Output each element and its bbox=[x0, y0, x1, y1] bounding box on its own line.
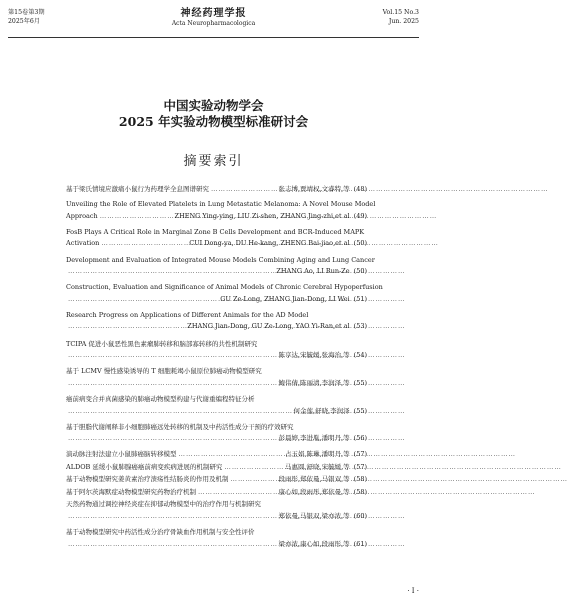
index-entry bbox=[66, 366, 367, 375]
index-heading: 摘要索引 bbox=[183, 154, 244, 169]
entry-authors: 梁亦浓,康心如,段雨彤,等 bbox=[278, 539, 350, 548]
entry-authors: GU Ze-Long, ZHANG Jian-Dong, LI Wei bbox=[220, 294, 350, 303]
entry-authors: 占玉娟,陈琳,潘明丹,等 bbox=[284, 450, 350, 459]
index-entry bbox=[66, 394, 367, 403]
entry-authors: 马惠圆,舒晓,宋毓媛,等 bbox=[284, 462, 350, 471]
entry-title: FosB Plays A Critical Role in Marginal Zone B Cells Development and BCR-Induced MAPK bbox=[66, 227, 365, 236]
date-en: Jun. 2025 bbox=[388, 18, 419, 25]
entry-title-cont: Approach bbox=[66, 211, 98, 220]
entry-page: (58) bbox=[353, 475, 367, 484]
entry-page: (55) bbox=[353, 406, 367, 415]
entry-page: (53) bbox=[353, 322, 367, 331]
dot-leader bbox=[211, 185, 276, 193]
index-entry bbox=[66, 184, 367, 193]
index-entry-cont bbox=[66, 350, 367, 359]
dot-leader bbox=[224, 463, 283, 471]
dot-leader bbox=[68, 267, 274, 275]
entry-title: 基于动物模型研究姜黄素治疗溃疡性结肠炎的作用及机制 bbox=[66, 475, 229, 484]
dot-leader bbox=[68, 295, 218, 303]
entry-title: 基于 LCMV 慢性感染诱导的 T 细胞耗竭小鼠原位肺癌动物模型研究 bbox=[66, 367, 262, 376]
index-entry bbox=[66, 487, 367, 496]
entry-authors: 段雨彤,郑依曼,马银双,等 bbox=[278, 475, 350, 484]
entry-page: (50) bbox=[353, 267, 367, 276]
index-entry-cont bbox=[66, 433, 367, 442]
entry-title: Construction, Evaluation and Significance of Animal Models of Chronic Cerebral Hypoperfusion bbox=[66, 283, 383, 292]
entry-authors: ZHANG Ao, LI Run-Ze bbox=[276, 267, 350, 276]
dot-leader bbox=[179, 450, 283, 458]
entry-page: (61) bbox=[353, 539, 367, 548]
dot-leader bbox=[68, 407, 292, 415]
index-entry bbox=[66, 200, 376, 209]
index-entry bbox=[66, 228, 367, 237]
entry-authors: CUI Dong-ya, DU He-kang, ZHENG Bai-jiao,et al bbox=[189, 239, 350, 248]
index-entry bbox=[66, 311, 367, 320]
entry-title: 天然药物通过调控神经炎症在抑郁动物模型中的治疗作用与机制研究 bbox=[66, 500, 261, 509]
index-entry bbox=[66, 499, 367, 508]
abstract-index-list bbox=[66, 184, 383, 555]
index-entry bbox=[66, 462, 367, 471]
entry-authors: 陈亨达,宋毓媛,张海治,等 bbox=[278, 351, 350, 360]
entry-page: (50) bbox=[353, 239, 367, 248]
entry-title: 演动脉注射法建立小鼠肺癌脑转移模型 bbox=[66, 450, 177, 459]
index-entry-cont bbox=[66, 239, 367, 248]
entry-authors: ZHANG Jian-Dong, GU Ze-Long, YAO Yi-Ran,et al bbox=[187, 322, 350, 331]
entry-title-cont: Activation bbox=[66, 239, 100, 248]
entry-title: 基于动物模型研究中药活性成分治疗骨缺血作用机制与安全性评价 bbox=[66, 528, 255, 537]
index-entry-cont bbox=[66, 511, 367, 520]
entry-page: (58) bbox=[353, 487, 367, 496]
index-entry-cont bbox=[66, 406, 367, 415]
journal-title-en: Acta Neuropharmacologica bbox=[171, 20, 256, 27]
dot-leader bbox=[100, 212, 173, 220]
entry-page: (56) bbox=[353, 434, 367, 443]
header-center bbox=[8, 8, 419, 28]
entry-title: ALDOB 延缓小鼠肺腺癌癌前病变疾病进展的机制研究 bbox=[66, 462, 223, 471]
meeting-title: 2025 年实验动物模型标准研讨会 bbox=[118, 114, 309, 129]
entry-page: (51) bbox=[353, 294, 367, 303]
index-entry bbox=[66, 339, 367, 348]
entry-authors: 郑依曼,马银双,梁亦浓,等 bbox=[278, 511, 350, 520]
index-entry-cont bbox=[66, 378, 367, 387]
entry-page: (55) bbox=[353, 378, 367, 387]
dot-leader bbox=[68, 512, 276, 520]
entry-title: 基于阿尔茨海默症动物模型研究药物治疗机制 bbox=[66, 487, 196, 496]
entry-page: (49) bbox=[353, 211, 367, 220]
header-right bbox=[383, 8, 419, 26]
entry-authors: 彭晨婷,李进胤,潘明丹,等 bbox=[278, 434, 350, 443]
journal-title-cn: 神经药理学报 bbox=[180, 8, 247, 19]
entry-title: Unveiling the Role of Elevated Platelets in Lung Metastatic Melanoma: A Novel Mouse Model bbox=[66, 200, 376, 209]
index-entry-cont bbox=[66, 267, 367, 276]
dot-leader bbox=[101, 239, 187, 247]
index-entry bbox=[66, 527, 367, 536]
volume-en: Vol.15 No.3 bbox=[382, 9, 419, 16]
entry-authors: ZHENG Ying-ying, LIU Zi-shen, ZHANG Jing-zhi,et al bbox=[174, 211, 350, 220]
header-rule bbox=[8, 37, 419, 38]
entry-page: (57) bbox=[353, 450, 367, 459]
entry-authors: 张志博,贾靖权,文睿特,等 bbox=[278, 185, 350, 193]
index-entry bbox=[66, 422, 367, 431]
dot-leader bbox=[68, 351, 276, 359]
entry-title: 基于胆脂代谢阐释非小细胞肺癌远处转移的机制及中药活性成分干预的疗效研究 bbox=[66, 422, 294, 431]
entry-title: Research Progress on Applications of Different Animals for the AD Model bbox=[66, 310, 309, 319]
index-entry bbox=[66, 474, 367, 483]
index-entry bbox=[66, 449, 367, 458]
entry-page: (48) bbox=[353, 185, 367, 193]
page-number: · I · bbox=[407, 587, 419, 595]
entry-title: 基于梁氏情境应激痛小鼠行为药理学全息图谱研究 bbox=[66, 185, 209, 193]
dot-leader bbox=[231, 475, 277, 483]
entry-page: (54) bbox=[353, 351, 367, 360]
entry-authors: 鲍伟倩,陈丽清,李润泽,等 bbox=[278, 378, 350, 387]
index-entry bbox=[66, 283, 383, 292]
index-entry-cont bbox=[66, 295, 367, 304]
entry-title: 癌前病变合并真菌感染的肺癌动物模型构建与代谢重编程特征分析 bbox=[66, 395, 255, 403]
entry-page: (57) bbox=[353, 462, 367, 471]
entry-page: (60) bbox=[353, 511, 367, 520]
dot-leader bbox=[198, 488, 276, 496]
entry-authors: 康心如,段雨彤,郑依曼,等 bbox=[278, 487, 350, 496]
entry-title: TCIPA 促进小鼠恶性黑色素瘤肺转移和脑部寡转移的共性机制研究 bbox=[66, 339, 258, 348]
dot-leader bbox=[68, 434, 276, 442]
index-entry-cont bbox=[66, 322, 367, 331]
dot-leader bbox=[68, 379, 276, 387]
issue-cn: 第15卷第3期 bbox=[8, 9, 45, 16]
dot-leader bbox=[68, 540, 276, 548]
index-entry bbox=[66, 255, 375, 265]
date-cn: 2025年6月 bbox=[8, 18, 41, 25]
entry-authors: 何金莲,舒晓,李润泽 bbox=[293, 406, 350, 415]
dot-leader bbox=[68, 322, 185, 330]
organizer-title: 中国实验动物学会 bbox=[163, 98, 264, 113]
entry-title: Development and Evaluation of Integrated Mouse Models Combining Aging and Lung Cancer bbox=[66, 255, 375, 264]
index-entry-cont bbox=[66, 212, 367, 221]
index-entry-cont bbox=[66, 539, 367, 548]
